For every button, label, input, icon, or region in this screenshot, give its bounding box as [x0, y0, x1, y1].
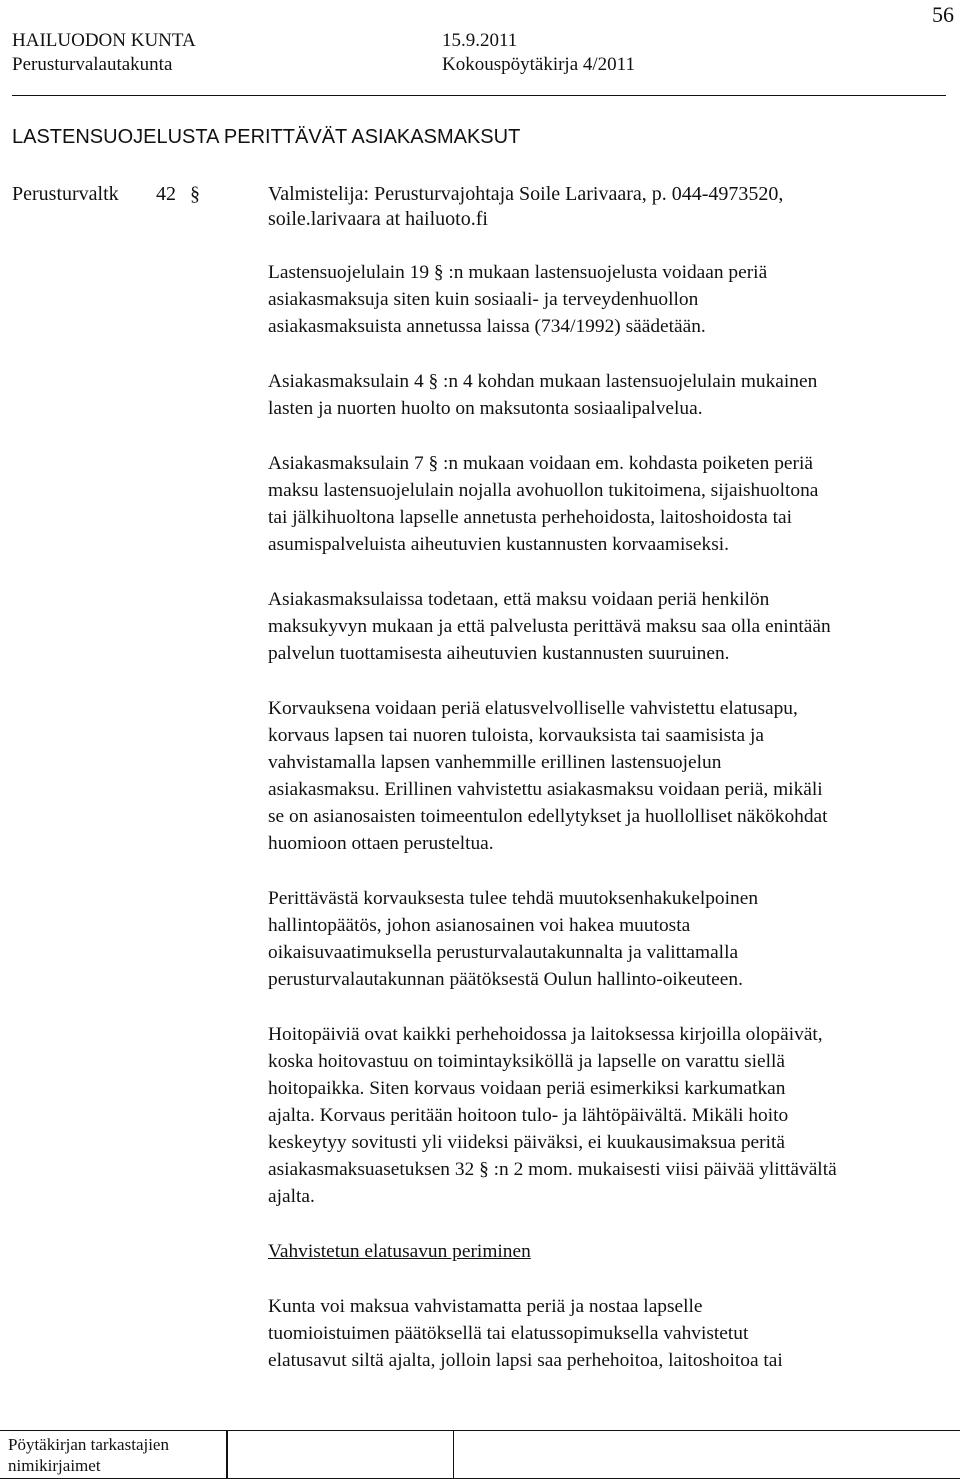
paragraph — [268, 1238, 954, 1265]
paragraph-line: asiakasmaksu. Erillinen vahvistettu asiakasmaksu voidaan periä, mikäli — [268, 779, 823, 800]
document-body — [268, 259, 954, 1402]
paragraph-line: maksukyvyn mukaan ja että palvelusta perittävä maksu saa olla enintään — [268, 616, 831, 637]
paragraph-line: asumispalveluista aiheutuvien kustannusten korvaamiseksi. — [268, 534, 729, 555]
paragraph-line: se on asianosaisten toimeentulon edellytykset ja huollolliset näkökohdat — [268, 806, 828, 827]
paragraph-line: vahvistamalla lapsen vanhemmille erillinen lastensuojelun — [268, 752, 722, 773]
paragraph-line: Perittävästä korvauksesta tulee tehdä muutoksenhakukelpoinen — [268, 888, 759, 909]
section-reference: Perusturvaltk — [12, 183, 119, 205]
preparer-email: soile.larivaara at hailuoto.fi — [268, 208, 488, 230]
paragraph-line: Asiakasmaksulaissa todetaan, että maksu voidaan periä henkilön — [268, 589, 770, 610]
paragraph-line: asiakasmaksuja siten kuin sosiaali- ja terveydenhuollon — [268, 289, 699, 310]
paragraph-line: Lastensuojelulain 19 § :n mukaan lastensuojelusta voidaan periä — [268, 262, 768, 283]
paragraph-line: oikaisuvaatimuksella perusturvalautakunnalta ja valittamalla — [268, 942, 739, 963]
document-title: LASTENSUOJELUSTA PERITTÄVÄT ASIAKASMAKSUT — [12, 126, 521, 148]
paragraph — [268, 450, 954, 558]
paragraph-line: huomioon ottaen perusteltua. — [268, 833, 494, 854]
paragraph — [268, 368, 954, 422]
paragraph-line: hoitopaikka. Siten korvaus voidaan periä esimerkiksi karkumatkan — [268, 1078, 786, 1099]
minutes-label: Kokouspöytäkirja 4/2011 — [442, 54, 635, 75]
paragraph-line: asiakasmaksuista annetussa laissa (734/1992) säädetään. — [268, 316, 706, 337]
municipality-name: HAILUODON KUNTA — [12, 30, 196, 51]
paragraph — [268, 695, 954, 857]
paragraph-line: maksu lastensuojelulain nojalla avohuollon tukitoimena, sijaishuoltona — [268, 480, 819, 501]
paragraph — [268, 259, 954, 340]
paragraph — [268, 586, 954, 667]
paragraph-line: tuomioistuimen päätöksellä tai elatussopimuksella vahvistetut — [268, 1323, 749, 1344]
paragraph-line: Korvauksena voidaan periä elatusvelvolliselle vahvistettu elatusapu, — [268, 698, 798, 719]
footer-label-line1: Pöytäkirjan tarkastajien — [8, 1435, 169, 1454]
reviewer-initials-box-2 — [453, 1430, 960, 1479]
paragraph-line: ajalta. Korvaus peritään hoitoon tulo- ja lähtöpäivältä. Mikäli hoito — [268, 1105, 789, 1126]
paragraph-line: keskeytyy sovitusti yli viideksi päiväksi, ei kuukausimaksua peritä — [268, 1132, 786, 1153]
paragraph — [268, 1293, 954, 1374]
page-number: 56 — [932, 2, 954, 27]
paragraph — [268, 885, 954, 993]
subheading: Vahvistetun elatusavun periminen — [268, 1241, 531, 1262]
paragraph-line: elatusavut siltä ajalta, jolloin lapsi saa perhehoitoa, laitoshoitoa tai — [268, 1350, 783, 1371]
paragraph-line: ajalta. — [268, 1186, 315, 1207]
section-mark: § — [190, 183, 200, 205]
footer-label-line2: nimikirjaimet — [8, 1456, 101, 1475]
header-rule — [12, 95, 946, 96]
board-name: Perusturvalautakunta — [12, 54, 173, 75]
paragraph-line: lasten ja nuorten huolto on maksutonta sosiaalipalvelua. — [268, 398, 703, 419]
paragraph-line: tai jälkihuoltona lapselle annetusta perhehoidosta, laitoshoidosta tai — [268, 507, 792, 528]
paragraph — [268, 1021, 954, 1210]
preparer-line: Valmistelija: Perusturvajohtaja Soile Larivaara, p. 044-4973520, — [268, 183, 784, 205]
paragraph-line: Asiakasmaksulain 7 § :n mukaan voidaan em. kohdasta poiketen periä — [268, 453, 813, 474]
paragraph-line: Hoitopäiviä ovat kaikki perhehoidossa ja laitoksessa kirjoilla olopäivät, — [268, 1024, 823, 1045]
paragraph-line: Kunta voi maksua vahvistamatta periä ja nostaa lapselle — [268, 1296, 703, 1317]
meeting-date: 15.9.2011 — [442, 30, 518, 51]
paragraph-line: koska hoitovastuu on toimintayksiköllä ja lapselle on varattu siellä — [268, 1051, 785, 1072]
paragraph-line: korvaus lapsen tai nuoren tuloista, korvauksista tai saamisista ja — [268, 725, 764, 746]
section-number: 42 — [156, 183, 176, 205]
paragraph-line: Asiakasmaksulain 4 § :n 4 kohdan mukaan lastensuojelulain mukainen — [268, 371, 818, 392]
paragraph-line: perusturvalautakunnan päätöksestä Oulun hallinto-oikeuteen. — [268, 969, 743, 990]
paragraph-line: hallintopäätös, johon asianosainen voi hakea muutosta — [268, 915, 691, 936]
paragraph-line: asiakasmaksuasetuksen 32 § :n 2 mom. mukaisesti viisi päivää ylittävältä — [268, 1159, 837, 1180]
reviewer-initials-box-1 — [227, 1430, 454, 1479]
paragraph-line: palvelun tuottamisesta aiheutuvien kustannusten suuruinen. — [268, 643, 730, 664]
